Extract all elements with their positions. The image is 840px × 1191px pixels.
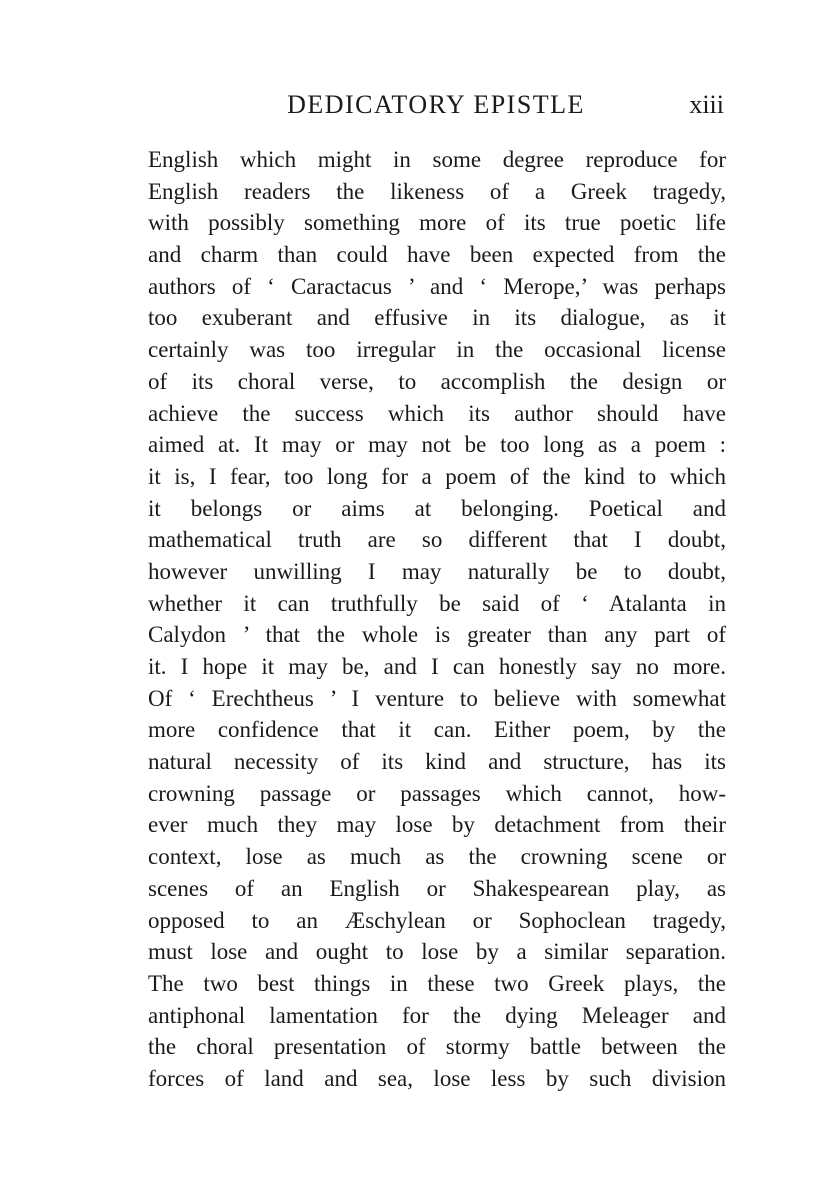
text-line: whether it can truthfully be said of ‘ Atalanta in (148, 590, 726, 616)
text-line: scenes of an English or Shakespearean play, as (148, 875, 726, 901)
text-line: antiphonal lamentation for the dying Meleager and (148, 1002, 726, 1028)
text-line: mathematical truth are so different that I doubt, (148, 527, 726, 553)
text-line: authors of ‘ Caractacus ’ and ‘ Merope,’ was perhaps (148, 273, 726, 299)
text-line: forces of land and sea, lose less by such division (148, 1065, 726, 1091)
text-line: aimed at. It may or may not be too long as a poem : (148, 432, 726, 458)
text-line: too exuberant and effusive in its dialogue, as it (148, 305, 726, 331)
text-line: The two best things in these two Greek plays, the (148, 970, 726, 996)
text-line: must lose and ought to lose by a similar separation. (148, 939, 726, 965)
text-line: Calydon ’ that the whole is greater than any part of (148, 622, 726, 648)
body-text (148, 144, 726, 1095)
text-line: it. I hope it may be, and I can honestly say no more. (148, 654, 726, 679)
text-line: English which might in some degree reproduce for (148, 147, 726, 172)
text-line: achieve the success which its author should have (148, 400, 726, 426)
text-line: it is, I fear, too long for a poem of the kind to which (148, 463, 726, 489)
text-line: crowning passage or passages which cannot, how- (148, 780, 726, 806)
text-line: it belongs or aims at belonging. Poetical and (148, 495, 726, 521)
text-line: the choral presentation of stormy battle between the (148, 1034, 726, 1060)
text-line: natural necessity of its kind and structure, has its (148, 749, 726, 775)
text-line: English readers the likeness of a Greek tragedy, (148, 178, 726, 204)
text-line: however unwilling I may naturally be to doubt, (148, 558, 726, 584)
page-number: xiii (689, 90, 724, 119)
text-line: more confidence that it can. Either poem, by the (148, 717, 726, 743)
text-line: opposed to an Æschylean or Sophoclean tragedy, (148, 907, 726, 933)
text-line: with possibly something more of its true poetic life (148, 210, 726, 236)
text-line: and charm than could have been expected from the (148, 242, 726, 268)
text-line: of its choral verse, to accomplish the design or (148, 368, 726, 394)
text-line: Of ‘ Erechtheus ’ I venture to believe with somewhat (148, 685, 726, 711)
text-line: certainly was too irregular in the occasional license (148, 337, 726, 363)
text-line: ever much they may lose by detachment from their (148, 812, 726, 838)
running-head (148, 90, 724, 124)
text-line: context, lose as much as the crowning scene or (148, 844, 726, 870)
running-title: DEDICATORY EPISTLE (287, 90, 585, 119)
